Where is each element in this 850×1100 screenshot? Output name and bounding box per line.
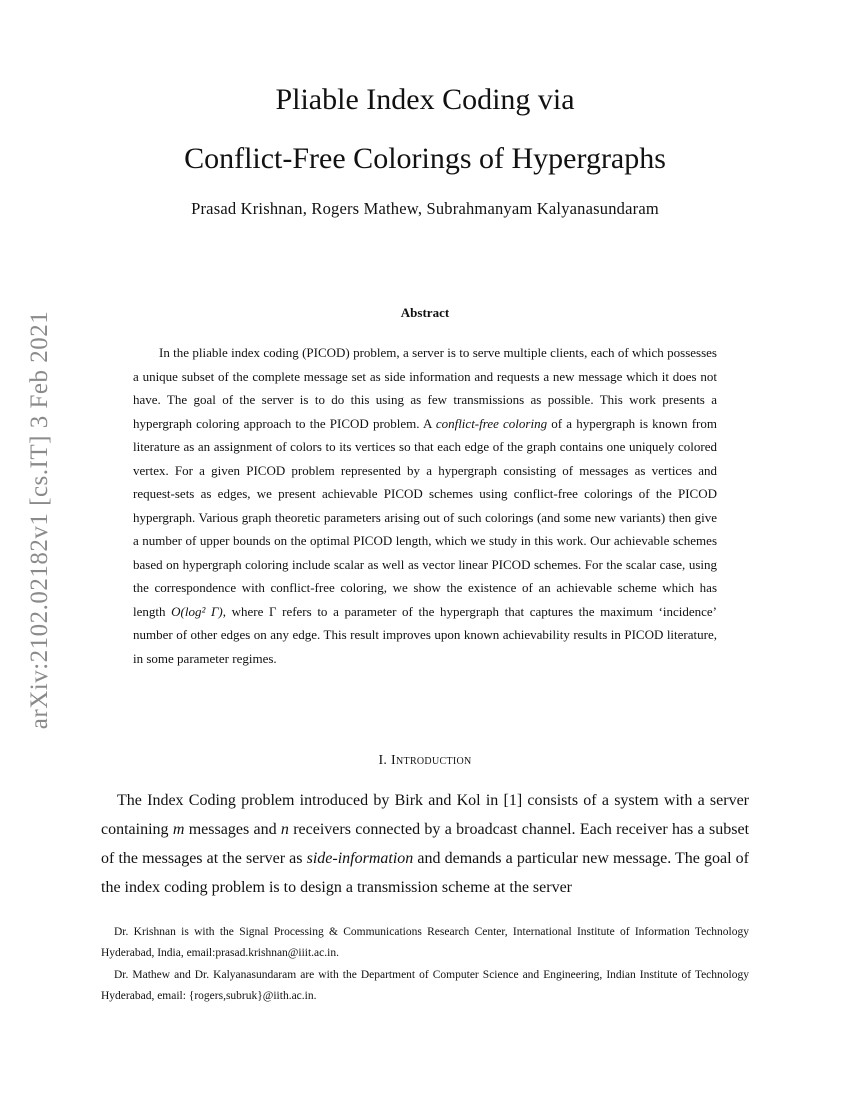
- footnote-mathew-kalyanasundaram: Dr. Mathew and Dr. Kalyanasundaram are with the Department of Computer Science and Engineering, Indian Institute of Technology Hyderabad, email: {rogers,subruk}@iith.ac.in.: [101, 969, 749, 1002]
- intro-paragraph: [101, 786, 749, 902]
- intro-term: side-information: [306, 850, 414, 867]
- abstract-text-part-3: , where: [222, 603, 269, 619]
- section-title: Introduction: [391, 753, 472, 768]
- abstract-math-bound: O(log² Γ): [171, 603, 223, 619]
- arxiv-identifier: arXiv:2102.02182v1 [cs.IT] 3 Feb 2021: [26, 310, 53, 730]
- arxiv-sidebar: [20, 290, 60, 750]
- abstract-text-part-1: In the pliable index coding (PICOD) problem, a server is to serve multiple clients, each of which possesses a unique subset of the complete message set as side information and requests a new message which it does not have. The goal of the server is to do this using as few transmissions as possible. This work presents a hypergraph coloring approach to the PICOD problem. A: [133, 345, 717, 431]
- section-heading: [0, 753, 850, 769]
- abstract-text: [133, 341, 717, 670]
- intro-text-part-4: and demands a particular new message. The goal of the index coding problem is to design a transmission scheme at the server: [101, 850, 749, 896]
- intro-text-part-2: messages and: [184, 821, 281, 838]
- abstract-paragraph: [133, 341, 717, 670]
- paper-title-line-2: Conflict-Free Colorings of Hypergraphs: [184, 142, 666, 175]
- paper-title-line-1: Pliable Index Coding via: [275, 83, 575, 116]
- abstract-term: conflict-free coloring: [435, 415, 548, 431]
- abstract-text-part-4: refers to a parameter of the hypergraph that captures the maximum ‘incidence’ number of other edges on any edge. This result improves upon known achievability results in PICOD literature, in some parameter regimes.: [133, 603, 717, 666]
- footnotes: [101, 922, 749, 1008]
- abstract-gamma: Γ: [268, 603, 277, 619]
- intro-var-m: m: [172, 821, 185, 838]
- intro-text: [101, 786, 749, 902]
- footnote-krishnan: Dr. Krishnan is with the Signal Processing & Communications Research Center, International Institute of Information Technology Hyderabad, India, email:prasad.krishnan@iiit.ac.in.: [101, 926, 749, 959]
- intro-var-n: n: [280, 821, 289, 838]
- author-list: Prasad Krishnan, Rogers Mathew, Subrahmanyam Kalyanasundaram: [191, 199, 659, 218]
- section-number: I.: [378, 753, 388, 768]
- abstract-heading: Abstract: [400, 305, 450, 320]
- intro-text-part-1: The Index Coding problem introduced by Birk and Kol in [1] consists of a system with a server containing: [101, 792, 749, 838]
- abstract-text-part-2: of a hypergraph is known from literature as an assignment of colors to its vertices so that each edge of the graph contains one uniquely colored vertex. For a given PICOD problem represented by a hypergraph consisting of messages as vertices and request-sets as edges, we present achievable PICOD schemes using conflict-free colorings of the PICOD hypergraph. Various graph theoretic parameters arising out of such colorings (and some new variants) then give a number of upper bounds on the optimal PICOD length, which we study in this work. Our achievable schemes based on hypergraph coloring include scalar as well as vector linear PICOD schemes. For the scalar case, using the correspondence with conflict-free coloring, we show the existence of an achievable scheme which has length: [133, 415, 717, 619]
- intro-text-part-3: receivers connected by a broadcast channel. Each receiver has a subset of the messages at the server as: [101, 821, 750, 867]
